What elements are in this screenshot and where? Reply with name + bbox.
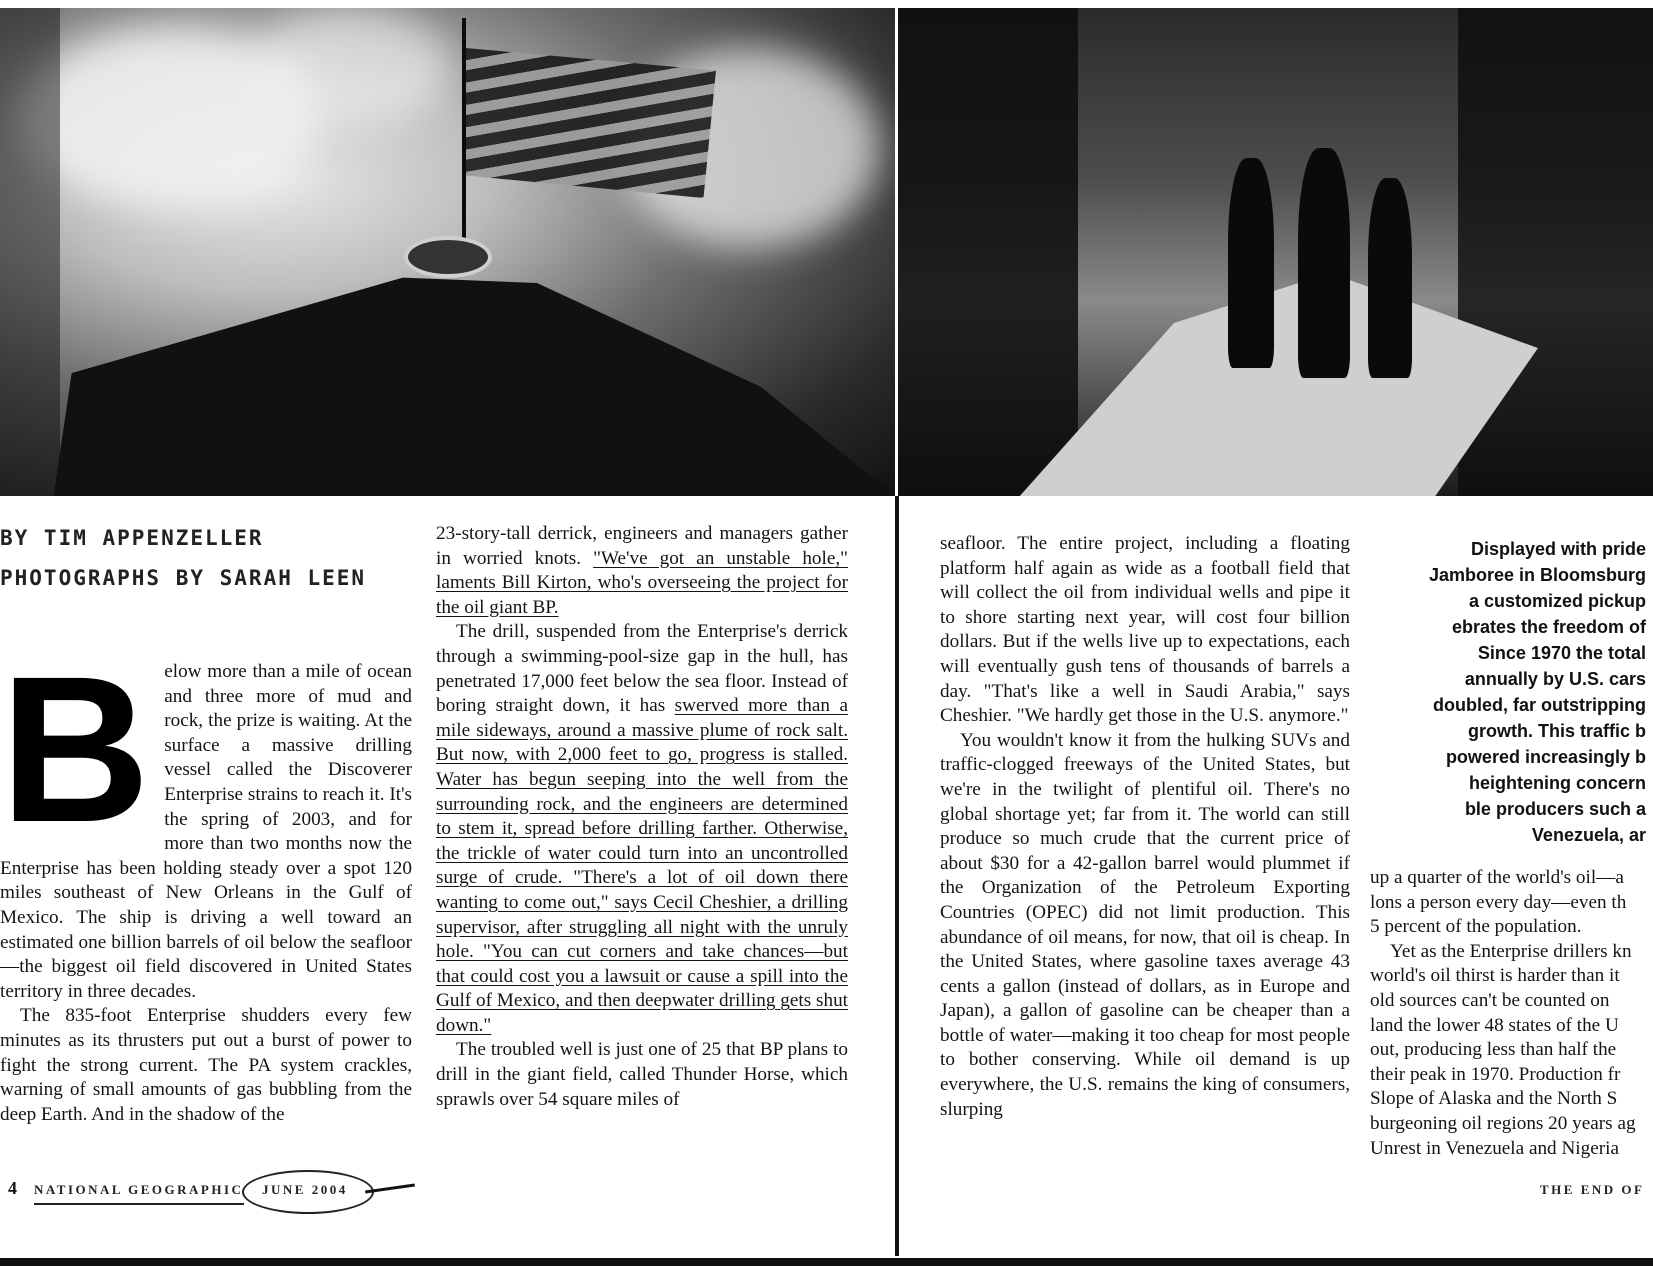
article-line: Slope of Alaska and the North S — [1370, 1088, 1618, 1110]
text-span: The drill, suspended from the Enterprise's derrick through a swimming-pool-size gap in the hull, has penetrated 17,000 feet below the sea floor. Instead of boring straight down, it has — [436, 621, 848, 717]
article-paragraph: You wouldn't know it from the hulking SUVs and traffic-clogged freeways of the United States, but we're in the twilight of plentiful oil. There's no global shortage yet; far from it. The world can still produce so much crude that the current price of about $30 for a 42-gallon barrel would plummet if the Organization of the Petroleum Exporting Countries (OPEC) did not limit production. This abundance of oil means, for now, that oil is cheap. In the United States, where gasoline taxes average 43 cents a gallon (instead of dollars, as in Europe and Japan), a gallon of gasoline can be cheaper than a bottle of water—making it too cheap for most people to bother conserving. While oil demand is up everywhere, the U.S. remains the king of consumers, slurping — [940, 729, 1350, 1120]
caption-line: powered increasingly b — [1445, 747, 1646, 767]
photo-derrick-flag — [0, 8, 895, 496]
caption-line: a customized pickup — [1468, 591, 1646, 611]
drop-cap: B — [0, 634, 151, 866]
article-line: Unrest in Venezuela and Nigeria — [1370, 1137, 1619, 1159]
page-bottom-edge — [0, 1258, 1653, 1266]
article-line: burgeoning oil regions 20 years ag — [1370, 1112, 1636, 1134]
article-column-4 — [1370, 866, 1653, 1161]
caption-line: Jamboree in Bloomsburg — [1428, 565, 1646, 585]
page-number: 4 — [8, 1178, 17, 1198]
article-paragraph: elow more than a mile of ocean and three more of mud and rock, the prize is waiting. At the surface a massive drilling vessel called the Discoverer Enterprise strains to reach it. It's the spring of 2003, and for more than two months now the Enterprise has been holding steady over a spot 120 miles southeast of New Orleans in the Gulf of Mexico. The ship is driving a well toward an estimated one billion barrels of oil below the seafloor—the biggest oil field discovered in United States territory in three decades. — [0, 661, 412, 1002]
running-title: THE END OF — [1540, 1182, 1645, 1197]
worker-figure — [1298, 148, 1350, 378]
article-paragraph — [436, 522, 848, 620]
underlined-text: swerved more than a mile sideways, around a massive plume of rock salt. But now, with 2,000 feet to go, progress is stalled. Water has begun seeping into the well from the surrounding rock, and the engineers are determined to stem it, spread before drilling farther. Otherwise, the trickle of water could turn into an uncontrolled surge of crude. "There's a lot of oil down there wanting to come out," says Cecil Cheshier, a drilling supervisor, after struggling all night with the unruly hole. "You can cut corners and take chances—but that could cost you a lawsuit or cause a spill into the Gulf of Mexico, and then deepwater drilling gets shut down." — [436, 695, 848, 1036]
article-column-1 — [0, 634, 412, 1127]
caption-line: Since 1970 the total — [1477, 643, 1646, 663]
handwritten-circle — [242, 1170, 374, 1214]
caption-line: heightening concern — [1468, 773, 1646, 793]
article-paragraph: The 835-foot Enterprise shudders every few minutes as its thrusters put out a burst of power to fight the strong current. The PA system crackles, warning of small amounts of gas bubbling from the deep Earth. And in the shadow of the — [0, 1005, 412, 1125]
article-line: 5 percent of the population. — [1370, 916, 1582, 938]
article-paragraph — [436, 620, 848, 1038]
article-line: out, producing less than half the — [1370, 1039, 1617, 1061]
photographer-byline: PHOTOGRAPHS BY SARAH LEEN — [0, 566, 367, 590]
issue-date: JUNE 2004 — [262, 1182, 348, 1197]
photo-caption — [1380, 536, 1646, 848]
article-line: up a quarter of the world's oil—a — [1370, 867, 1624, 888]
article-line: lons a person every day—even th — [1370, 891, 1627, 913]
caption-line: ble producers such a — [1464, 799, 1646, 819]
american-flag — [466, 48, 716, 198]
article-line: land the lower 48 states of the U — [1370, 1014, 1619, 1036]
article-line: Yet as the Enterprise drillers kn — [1390, 940, 1632, 962]
article-line: world's oil thirst is harder than it — [1370, 965, 1620, 987]
caption-line: annually by U.S. cars — [1464, 669, 1646, 689]
worker-figure — [1228, 158, 1274, 368]
footer-underline — [34, 1203, 244, 1205]
page-gutter — [895, 496, 899, 1256]
article-line: old sources can't be counted on — [1370, 989, 1610, 1011]
caption-line: Venezuela, ar — [1531, 825, 1646, 845]
underlined-text: "We've got an unstable hole," laments Bill Kirton, who's overseeing the project for the oil giant BP. — [436, 547, 848, 618]
photo-workers-deck — [898, 8, 1653, 496]
article-line: their peak in 1970. Production fr — [1370, 1063, 1621, 1085]
caption-line: ebrates the freedom of — [1451, 617, 1646, 637]
article-column-3 — [940, 532, 1350, 1122]
caption-line: Displayed with pride — [1470, 539, 1646, 559]
handwritten-arrow — [365, 1184, 415, 1194]
article-paragraph: seafloor. The entire project, including a floating platform half again as wide as a football field that will collect the oil from individual wells and pipe it to shore starting next year, will cost four billion dollars. But if the wells live up to expectations, each will eventually gush tens of thousands of barrels a day. "That's like a well in Saudi Arabia," says Cheshier. "We hardly get those in the U.S. anymore." — [940, 533, 1350, 727]
worker-figure — [1368, 178, 1412, 378]
caption-line: doubled, far outstripping — [1433, 695, 1646, 715]
text-span: 23-story-tall derrick, engineers and managers gather in worried knots. — [436, 523, 848, 569]
caption-line: growth. This traffic b — [1468, 721, 1646, 741]
article-paragraph: The troubled well is just one of 25 that BP plans to drill in the giant field, called Thunder Horse, which sprawls over 54 square miles of — [436, 1039, 848, 1110]
drill-hatch — [404, 236, 492, 278]
flagpole — [462, 18, 466, 258]
author-byline: BY TIM APPENZELLER — [0, 526, 264, 550]
magazine-name: NATIONAL GEOGRAPHIC — [34, 1182, 244, 1197]
article-column-2 — [436, 522, 848, 1112]
